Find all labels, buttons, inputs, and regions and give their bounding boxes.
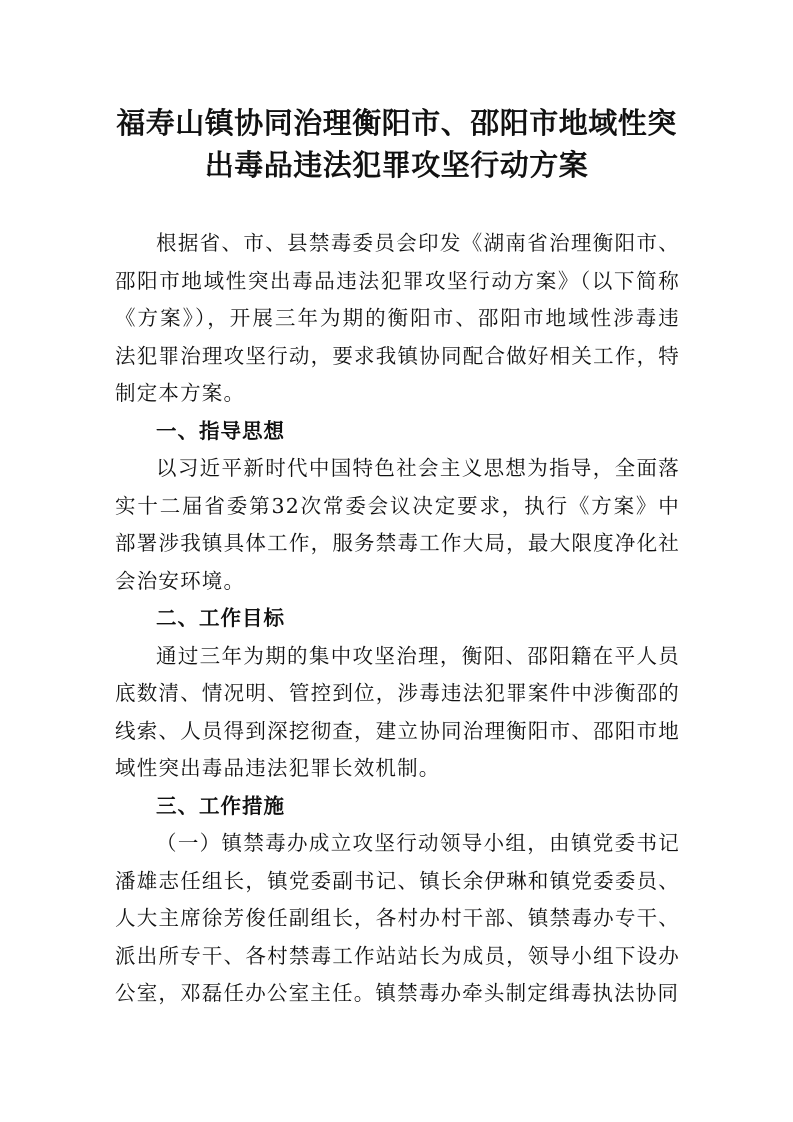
intro-paragraph: 根据省、市、县禁毒委员会印发《湖南省治理衡阳市、邵阳市地域性突出毒品违法犯罪攻坚行动方案》（以下简称《方案》），开展三年为期的衡阳市、邵阳市地域性涉毒违法犯罪治理攻坚行动，要求我镇协同配合做好相关工作，特制定本方案。 [115, 231, 680, 405]
section-heading-work-goals: 二、工作目标 [156, 606, 285, 630]
section-heading-work-measures: 三、工作措施 [156, 793, 285, 818]
section-paragraph-work-measures: （一）镇禁毒办成立攻坚行动领导小组，由镇党委书记潘雄志任组长，镇党委副书记、镇长余伊琳和镇党委委员、人大主席徐芳俊任副组长，各村办村干部、镇禁毒办专干、派出所专干、各村禁毒工作站站长为成员，领导小组下设办公室，邓磊任办公室主任。镇禁毒办牵头制定缉毒执法协同 [115, 831, 680, 1005]
document-title-line2: 出毒品违法犯罪攻坚行动方案 [204, 148, 589, 182]
section-heading-guiding-ideology: 一、指导思想 [156, 418, 285, 443]
document-title-line1: 福寿山镇协同治理衡阳市、邵阳市地域性突 [116, 106, 677, 140]
document-body [115, 225, 680, 1013]
section-paragraph-work-goals: 通过三年为期的集中攻坚治理，衡阳、邵阳籍在平人员底数清、情况明、管控到位，涉毒违法犯罪案件中涉衡邵的线索、人员得到深挖彻查，建立协同治理衡阳市、邵阳市地域性突出毒品违法犯罪长效机制。 [115, 643, 680, 780]
section-paragraph-guiding-ideology: 以习近平新时代中国特色社会主义思想为指导，全面落实十二届省委第32次常委会议决定要求，执行《方案》中部署涉我镇具体工作，服务禁毒工作大局，最大限度净化社会治安环境。 [115, 456, 680, 593]
